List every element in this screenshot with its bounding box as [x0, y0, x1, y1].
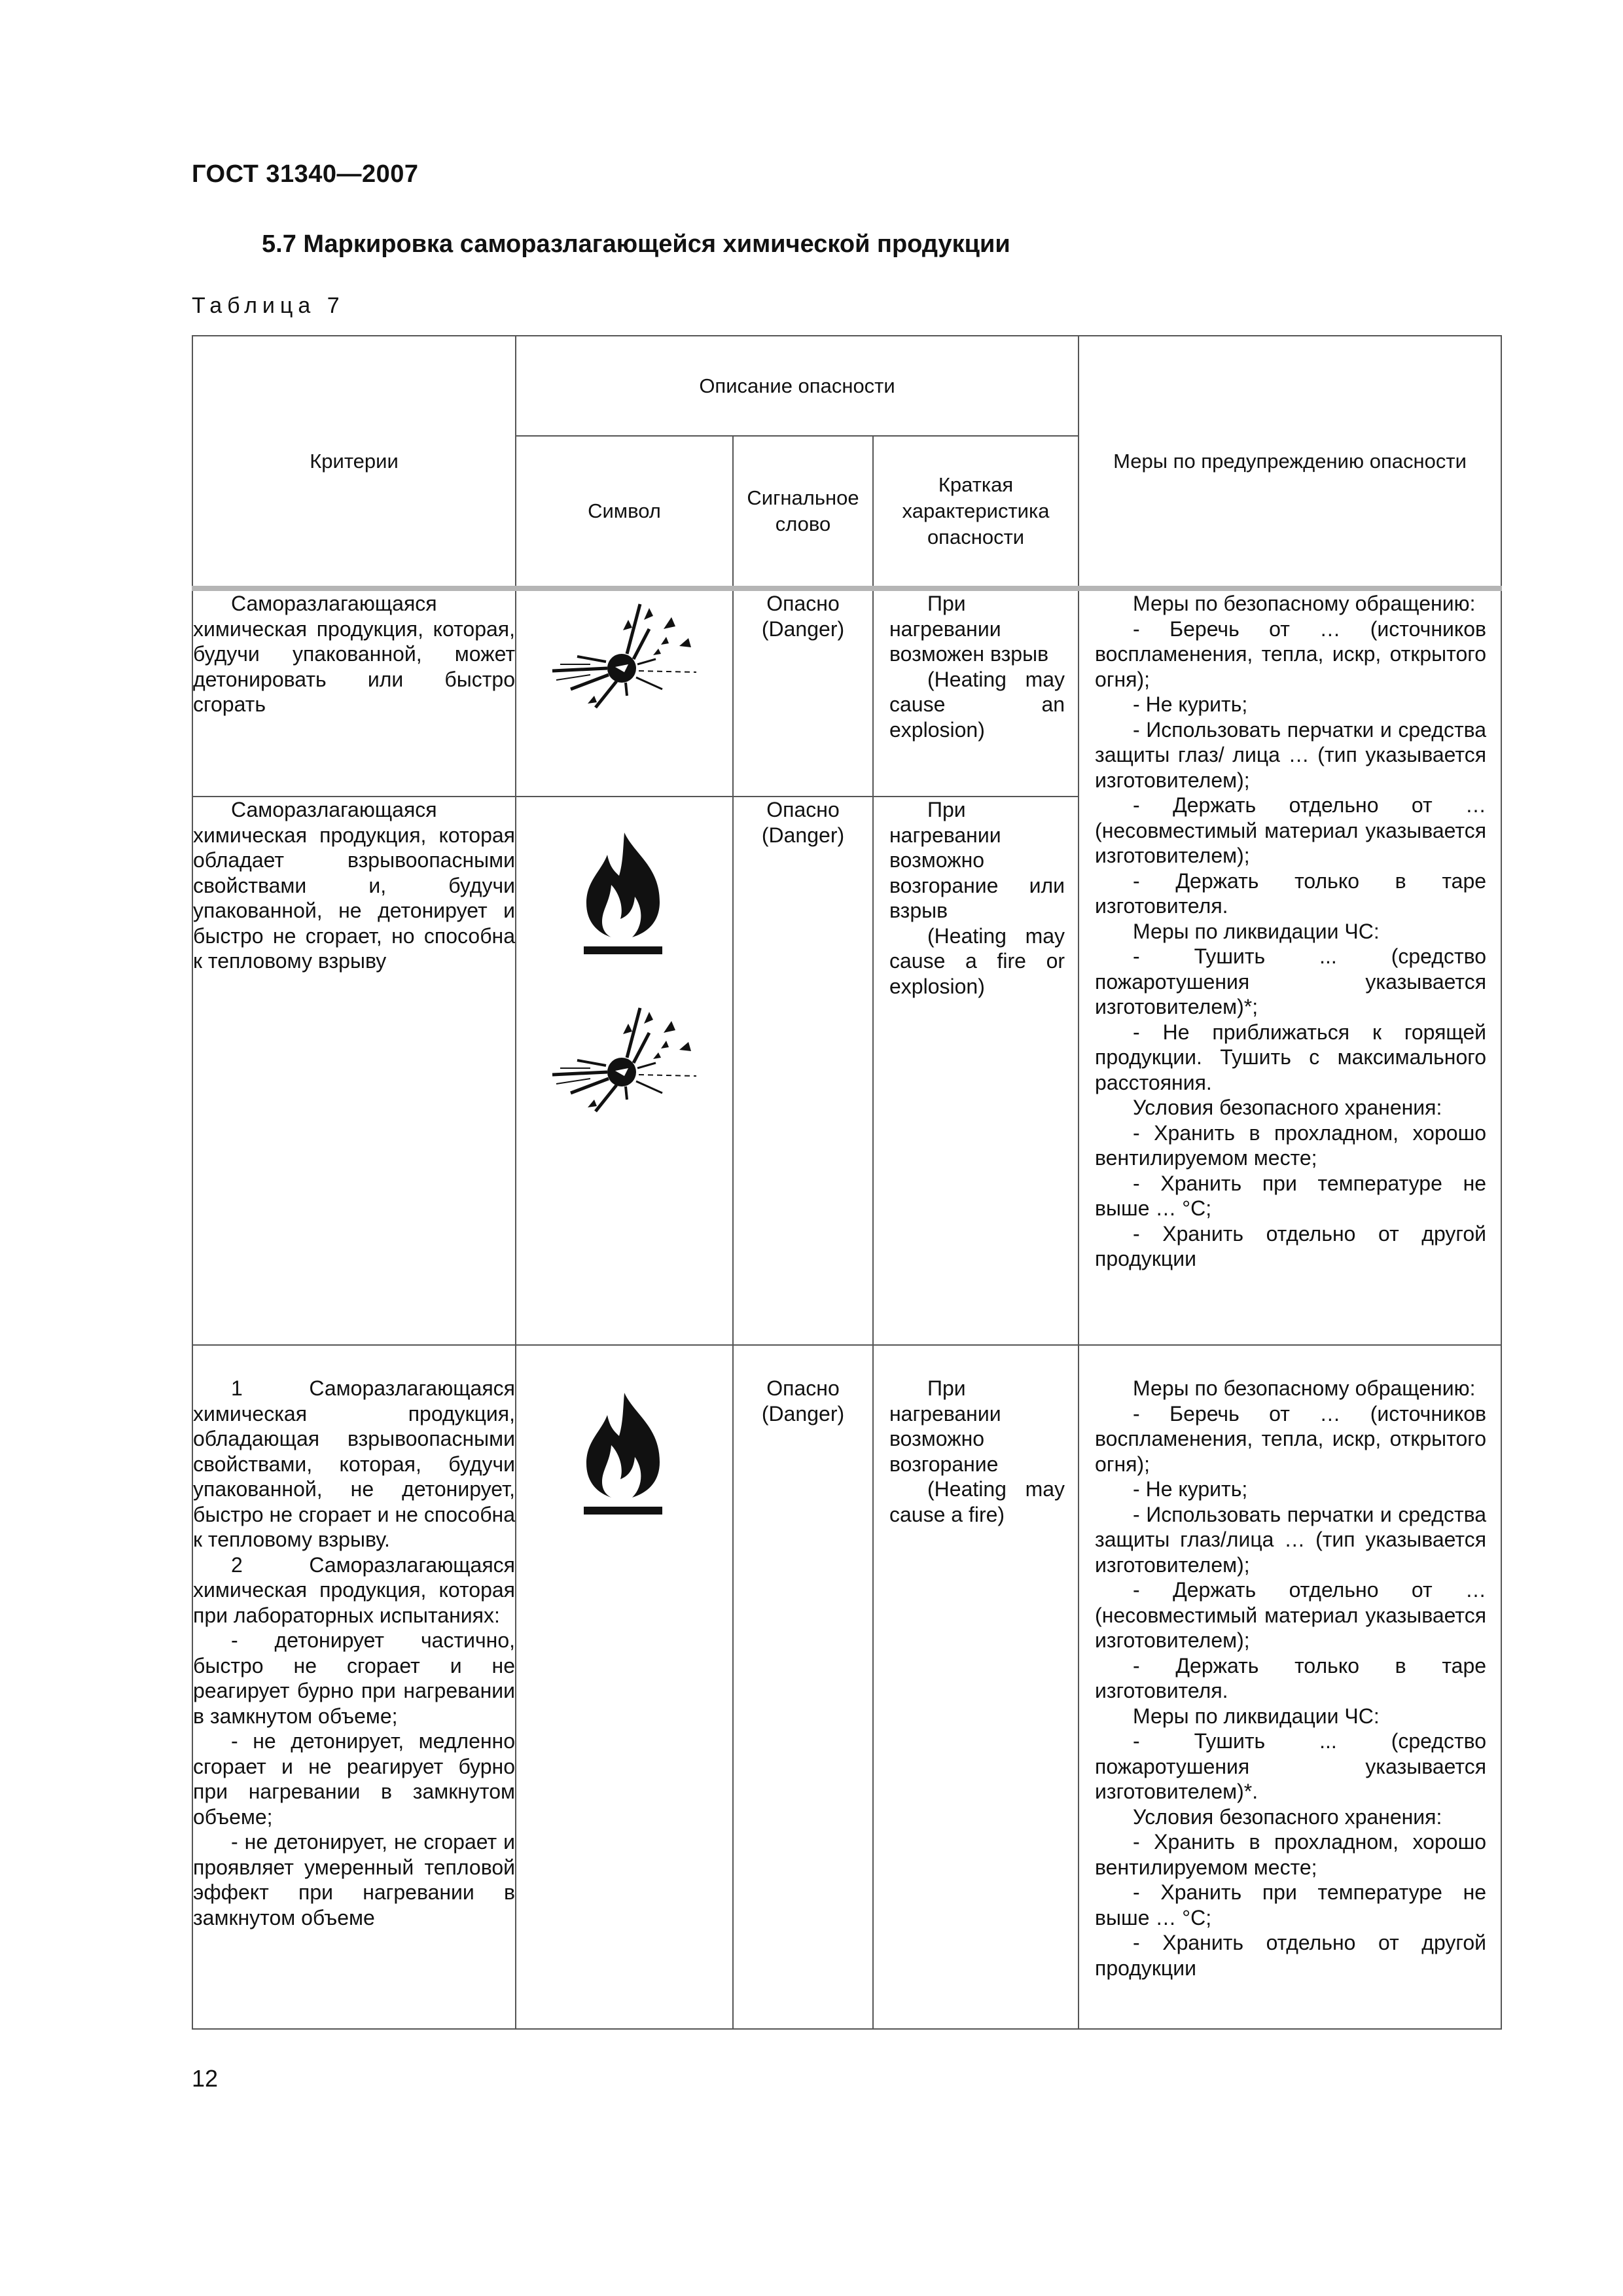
document-code: ГОСТ 31340—2007	[192, 160, 419, 188]
exploding-bomb-icon	[551, 591, 698, 715]
criteria-text: 2 Саморазлагающаяся химическая продукция, которая при лабораторных испытаниях:	[193, 1552, 515, 1627]
criteria-text: - детонирует частично, быстро не сгорает и не реагирует бурно при нагревании в замкнутом объеме;	[193, 1628, 515, 1728]
measures-line: - Не курить;	[1133, 692, 1248, 716]
flame-icon	[584, 1389, 665, 1517]
signal-word: Опасно (Danger)	[761, 1376, 845, 1426]
measures-line: - Держать только в таре изготовителя.	[1095, 1653, 1487, 1702]
brief-text-ru: При нагревании возможно возгорание	[889, 1376, 1001, 1476]
measures-line: - Держать отдельно от … (несовместимый материал указывается изготовителем);	[1095, 1578, 1487, 1652]
header-signal-word: Сигнальное слово	[733, 436, 873, 588]
measures-line: Меры по ликвидации ЧС:	[1133, 919, 1380, 943]
symbol-cell	[516, 588, 733, 797]
measures-line: Условия безопасного хранения:	[1133, 1804, 1442, 1829]
criteria-text: - не детонирует, не сгорает и проявляет умеренный тепловой эффект при нагревании в замкнутом объеме	[193, 1830, 515, 1929]
measures-line: Меры по безопасному обращению:	[1133, 592, 1476, 615]
criteria-cell	[192, 1345, 516, 2029]
brief-cell	[873, 797, 1079, 1345]
measures-line: - Не приближаться к горящей продукции. Тушить с максимального расстояния.	[1095, 1020, 1487, 1094]
hazard-marking-table	[192, 335, 1502, 2030]
criteria-text: Саморазлагающаяся химическая продукция, которая обладает взрывоопасными свойствами и, будучи упакованной, не детонирует и быстро не сгорает, но способна к тепловому взрыву	[193, 798, 515, 973]
criteria-cell	[192, 797, 516, 1345]
brief-text-ru: При нагревании возможно возгорание или взрыв	[889, 798, 1065, 922]
measures-cell	[1079, 588, 1501, 1345]
signal-word: Опасно (Danger)	[761, 592, 845, 641]
measures-line: - Хранить при температуре не выше … °С;	[1095, 1880, 1487, 1929]
header-hazard-description: Описание опасности	[516, 336, 1079, 436]
section-title: 5.7 Маркировка саморазлагающейся химической продукции	[262, 230, 1010, 258]
signal-word: Опасно (Danger)	[761, 798, 845, 847]
brief-text-ru: При нагревании возможен взрыв	[889, 592, 1049, 666]
brief-text-en: (Heating may cause an explosion)	[889, 667, 1065, 742]
measures-line: - Хранить в прохладном, хорошо вентилируемом месте;	[1095, 1830, 1487, 1879]
criteria-text: 1 Саморазлагающаяся химическая продукция, обладающая взрывоопасными свойствами, которая, будучи упакованной, не детонирует, быстро не сгорает и не способна к тепловому взрыву.	[193, 1376, 515, 1551]
flame-icon	[584, 829, 665, 957]
table-row	[192, 1345, 1501, 2029]
measures-line: Меры по ликвидации ЧС:	[1133, 1704, 1380, 1728]
brief-cell	[873, 1345, 1079, 2029]
table-caption: Таблица 7	[192, 293, 345, 318]
measures-line: - Беречь от … (источников воспламенения, тепла, искр, открытого огня);	[1095, 1401, 1487, 1476]
measures-line: - Использовать перчатки и средства защиты глаз/лица … (тип указывается изготовителем);	[1095, 1502, 1487, 1577]
measures-line: - Тушить ... (средство пожаротушения указывается изготовителем)*;	[1095, 944, 1487, 1018]
exploding-bomb-icon	[551, 995, 698, 1119]
measures-line: Меры по безопасному обращению:	[1133, 1376, 1476, 1400]
header-brief-hazard: Краткая характеристика опасности	[873, 436, 1079, 588]
measures-line: Условия безопасного хранения:	[1133, 1096, 1442, 1119]
criteria-cell	[192, 588, 516, 797]
measures-line: - Тушить ... (средство пожаротушения указывается изготовителем)*.	[1095, 1729, 1487, 1803]
signal-cell	[733, 588, 873, 797]
symbol-cell	[516, 797, 733, 1345]
page-number: 12	[192, 2065, 219, 2092]
measures-line: - Хранить при температуре не выше … °С;	[1095, 1171, 1487, 1220]
brief-text-en: (Heating may cause a fire or explosion)	[889, 924, 1065, 998]
measures-line: - Хранить в прохладном, хорошо вентилируемом месте;	[1095, 1121, 1487, 1170]
symbol-cell	[516, 1345, 733, 2029]
criteria-text: Саморазлагающаяся химическая продукция, которая, будучи упакованной, может детонировать или быстро сгорать	[193, 592, 515, 716]
header-prevention-measures: Меры по предупреждению опасности	[1079, 336, 1501, 588]
measures-cell	[1079, 1345, 1501, 2029]
measures-line: - Использовать перчатки и средства защиты глаз/ лица … (тип указывается изготовителем);	[1095, 717, 1487, 792]
measures-line: - Хранить отдельно от другой продукции	[1095, 1931, 1487, 1980]
brief-text-en: (Heating may cause a fire)	[889, 1477, 1065, 1526]
criteria-text: - не детонирует, медленно сгорает и не реагирует бурно при нагревании в замкнутом объеме;	[193, 1729, 515, 1829]
measures-line: - Хранить отдельно от другой продукции	[1095, 1221, 1487, 1270]
signal-cell	[733, 797, 873, 1345]
measures-line: - Держать отдельно от … (несовместимый материал указывается изготовителем);	[1095, 793, 1487, 867]
measures-line: - Не курить;	[1133, 1477, 1248, 1501]
header-criteria: Критерии	[192, 336, 516, 588]
brief-cell	[873, 588, 1079, 797]
measures-line: - Держать только в таре изготовителя.	[1095, 869, 1487, 918]
table-row	[192, 588, 1501, 797]
signal-cell	[733, 1345, 873, 2029]
measures-line: - Беречь от … (источников воспламенения, тепла, искр, открытого огня);	[1095, 617, 1487, 691]
header-symbol: Символ	[516, 436, 733, 588]
